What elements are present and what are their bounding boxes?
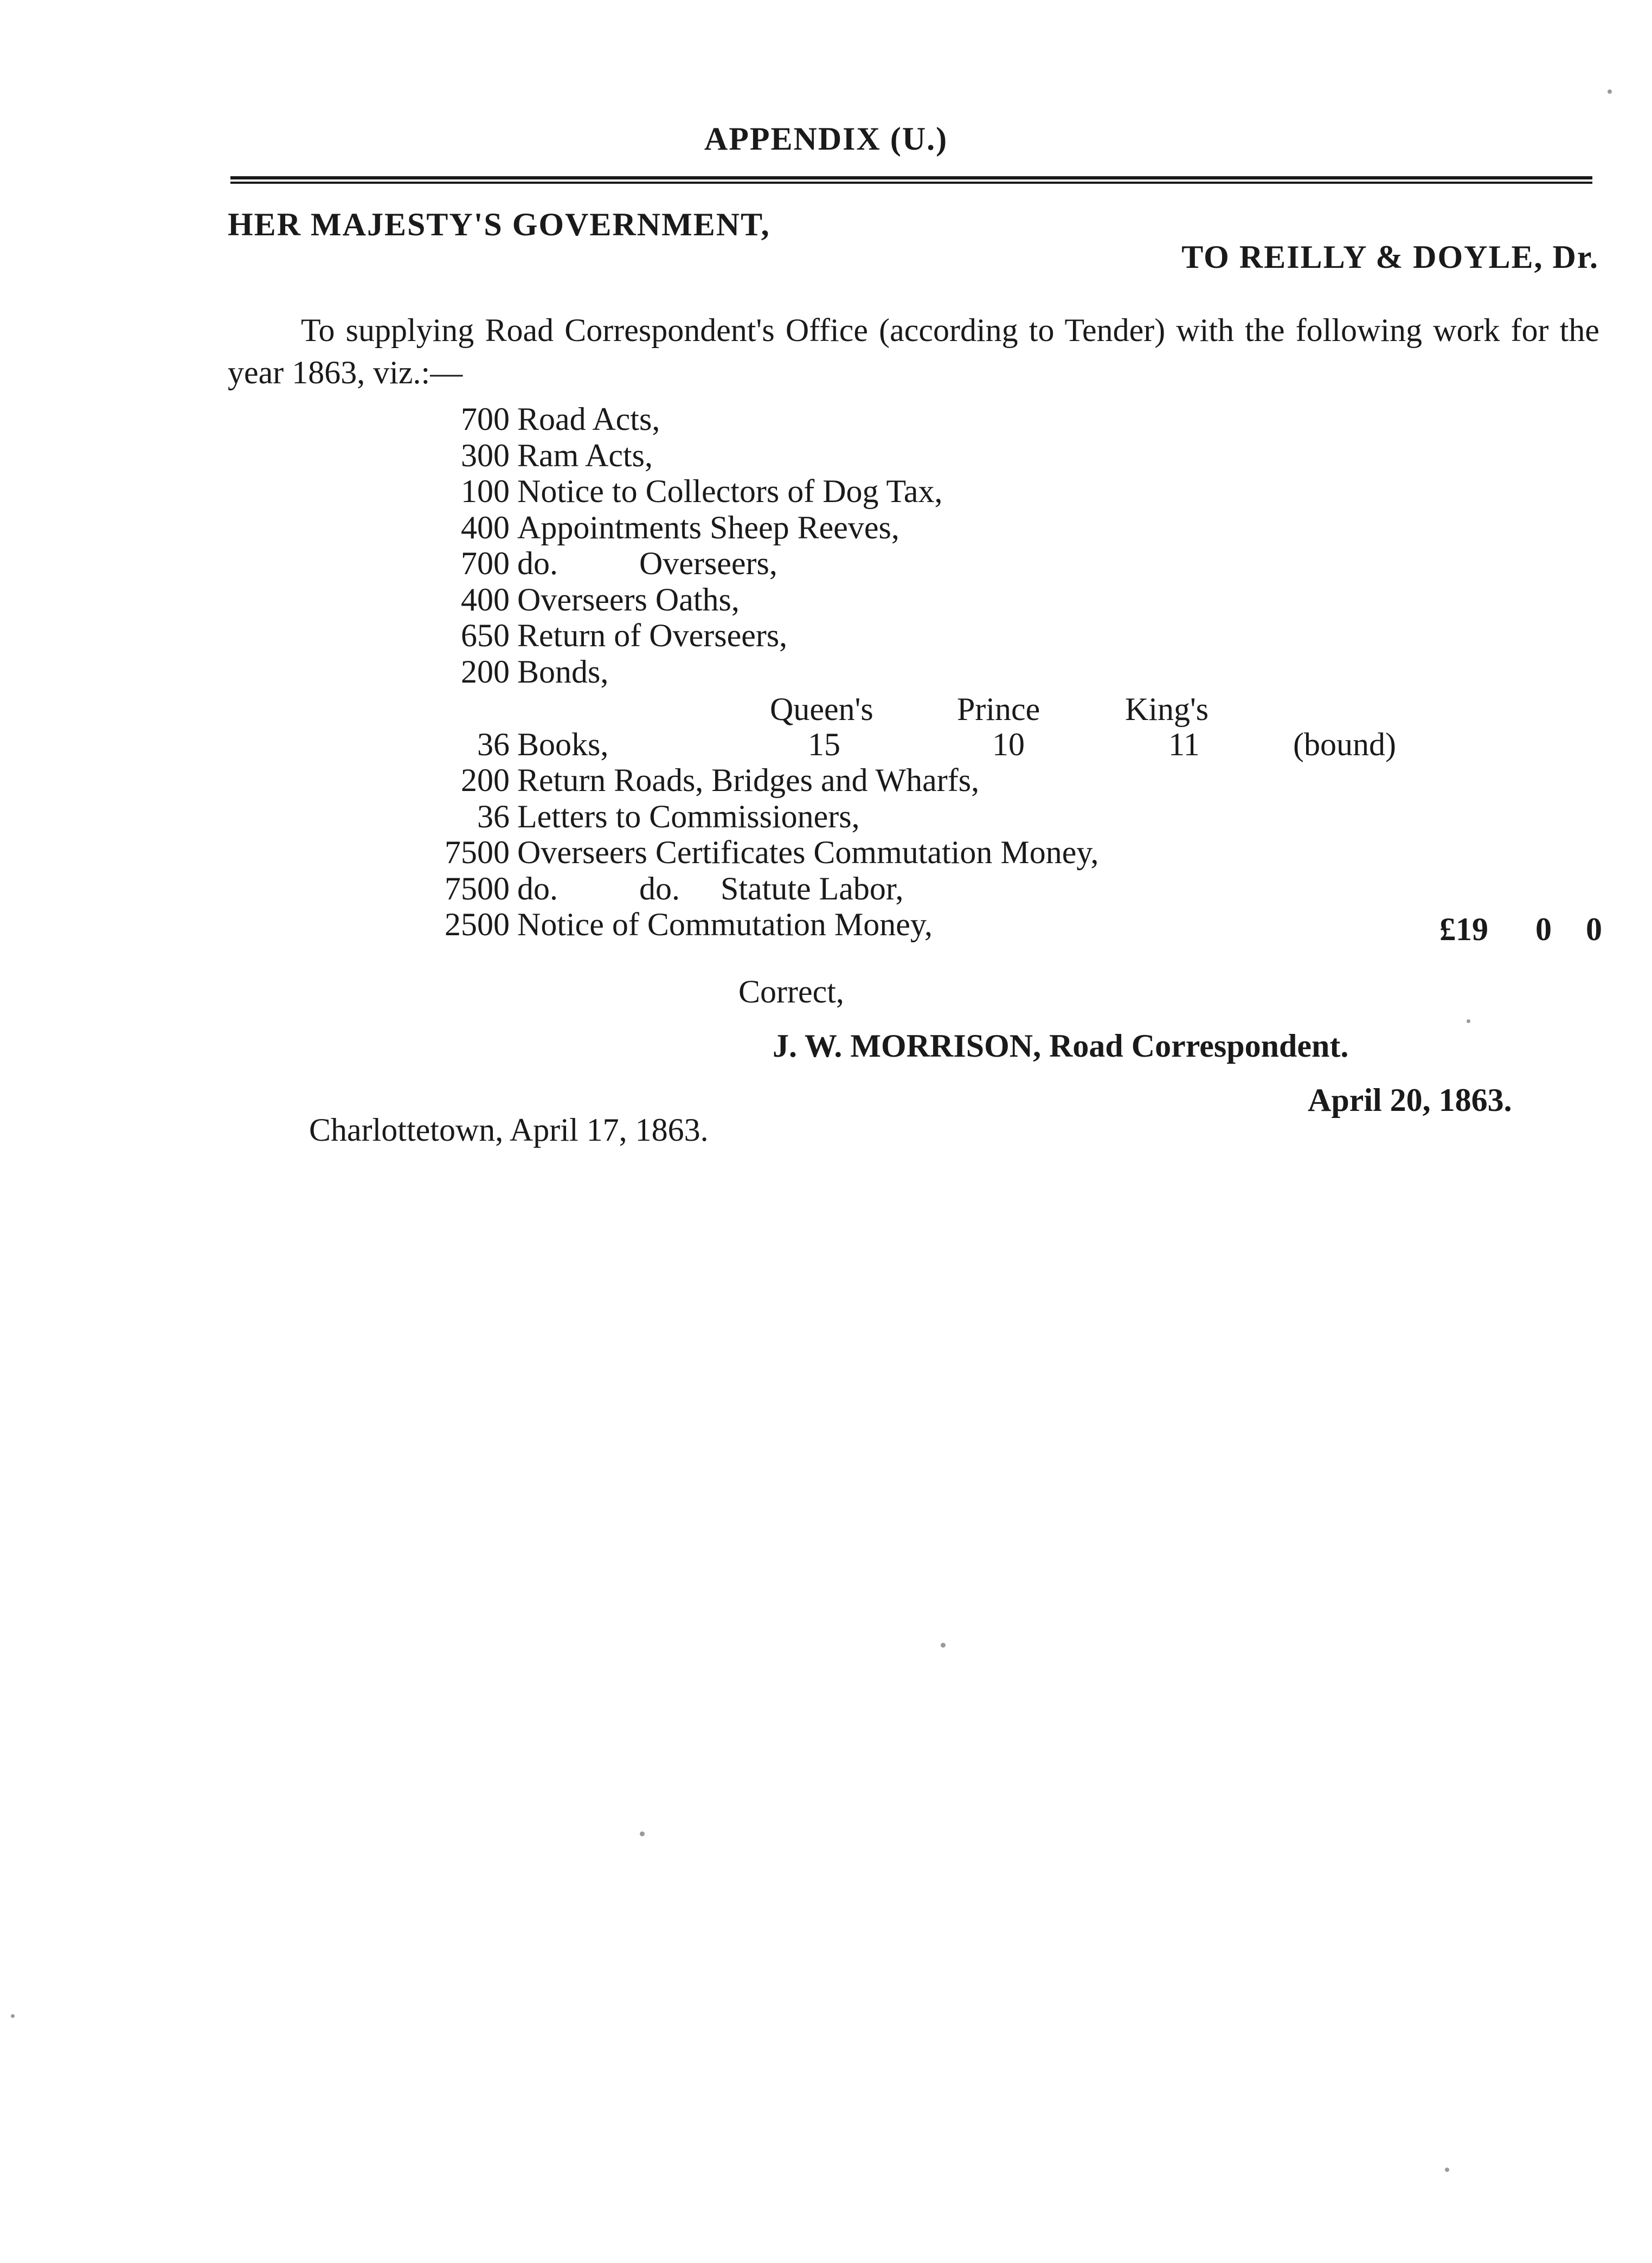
creditor: TO REILLY & DOYLE, Dr. [1181,239,1599,275]
item-qty: 650 [461,618,510,653]
list-item [412,510,899,545]
correct-label: Correct, [738,974,844,1010]
addressee: HER MAJESTY'S GOVERNMENT, [228,207,770,242]
item-desc: do. do. Statute Labor, [517,870,904,907]
place-date: Charlottetown, April 17, 1863. [309,1112,709,1148]
item-desc: Letters to Commissioners, [517,798,860,834]
item-qty: 36 [477,798,510,834]
item-desc: do. Overseers, [517,545,777,581]
books-col-queens-value: 15 [808,727,840,762]
item-desc: Ram Acts, [517,437,653,473]
total-shillings: 0 [1535,911,1552,947]
list-item [412,799,860,834]
list-item [412,834,1099,870]
scan-speck [11,2014,15,2018]
books-col-prince-value: 10 [992,727,1025,762]
books-col-queens-header: Queen's [770,691,873,727]
scan-speck [1445,2168,1449,2172]
item-desc: Appointments Sheep Reeves, [517,509,899,545]
list-item [412,473,943,509]
total-pounds: £19 [1439,911,1488,947]
books-desc: Books, [517,727,609,762]
scan-speck [1467,1019,1470,1023]
books-col-kings-header: King's [1125,691,1209,727]
item-qty: 2500 [445,907,510,942]
books-col-kings-value: 11 [1168,727,1200,762]
list-item [412,762,979,798]
intro-paragraph: To supplying Road Correspondent's Office (according to Tender) with the following work for the year 1863, viz.:— [228,312,1599,390]
books-qty: 36 [477,727,510,762]
item-desc: Return of Overseers, [517,618,788,653]
list-item [412,545,777,581]
scan-speck [640,1831,645,1836]
books-note: (bound) [1293,727,1396,762]
item-qty: 200 [461,762,510,798]
item-qty: 7500 [445,834,510,870]
books-col-prince-header: Prince [957,691,1040,727]
list-item [412,871,904,907]
item-desc: Notice to Collectors of Dog Tax, [517,473,943,509]
books-row [412,727,608,762]
item-qty: 7500 [445,870,510,907]
list-item [412,618,787,653]
scan-speck [941,1643,946,1648]
item-qty: 100 [461,473,510,509]
item-desc: Overseers Oaths, [517,581,740,618]
scan-speck [1608,89,1612,94]
list-item [412,654,608,690]
item-qty: 300 [461,437,510,473]
item-qty: 400 [461,509,510,545]
total-pence: 0 [1586,911,1602,947]
list-item [412,401,660,437]
item-qty: 700 [461,401,510,437]
item-desc: Bonds, [517,653,609,690]
appendix-title: APPENDIX (U.) [704,121,948,157]
signatory: J. W. MORRISON, Road Correspondent. [773,1028,1349,1064]
item-desc: Overseers Certificates Commutation Money, [517,834,1099,870]
item-desc: Return Roads, Bridges and Wharfs, [517,762,980,798]
item-qty: 200 [461,653,510,690]
item-qty: 400 [461,581,510,618]
item-qty: 700 [461,545,510,581]
title-rule [230,176,1592,184]
list-item [412,582,740,618]
list-item [412,438,653,473]
item-desc: Road Acts, [517,401,660,437]
certified-date: April 20, 1863. [1308,1082,1512,1118]
list-item [412,907,933,942]
item-desc: Notice of Commutation Money, [517,907,933,942]
